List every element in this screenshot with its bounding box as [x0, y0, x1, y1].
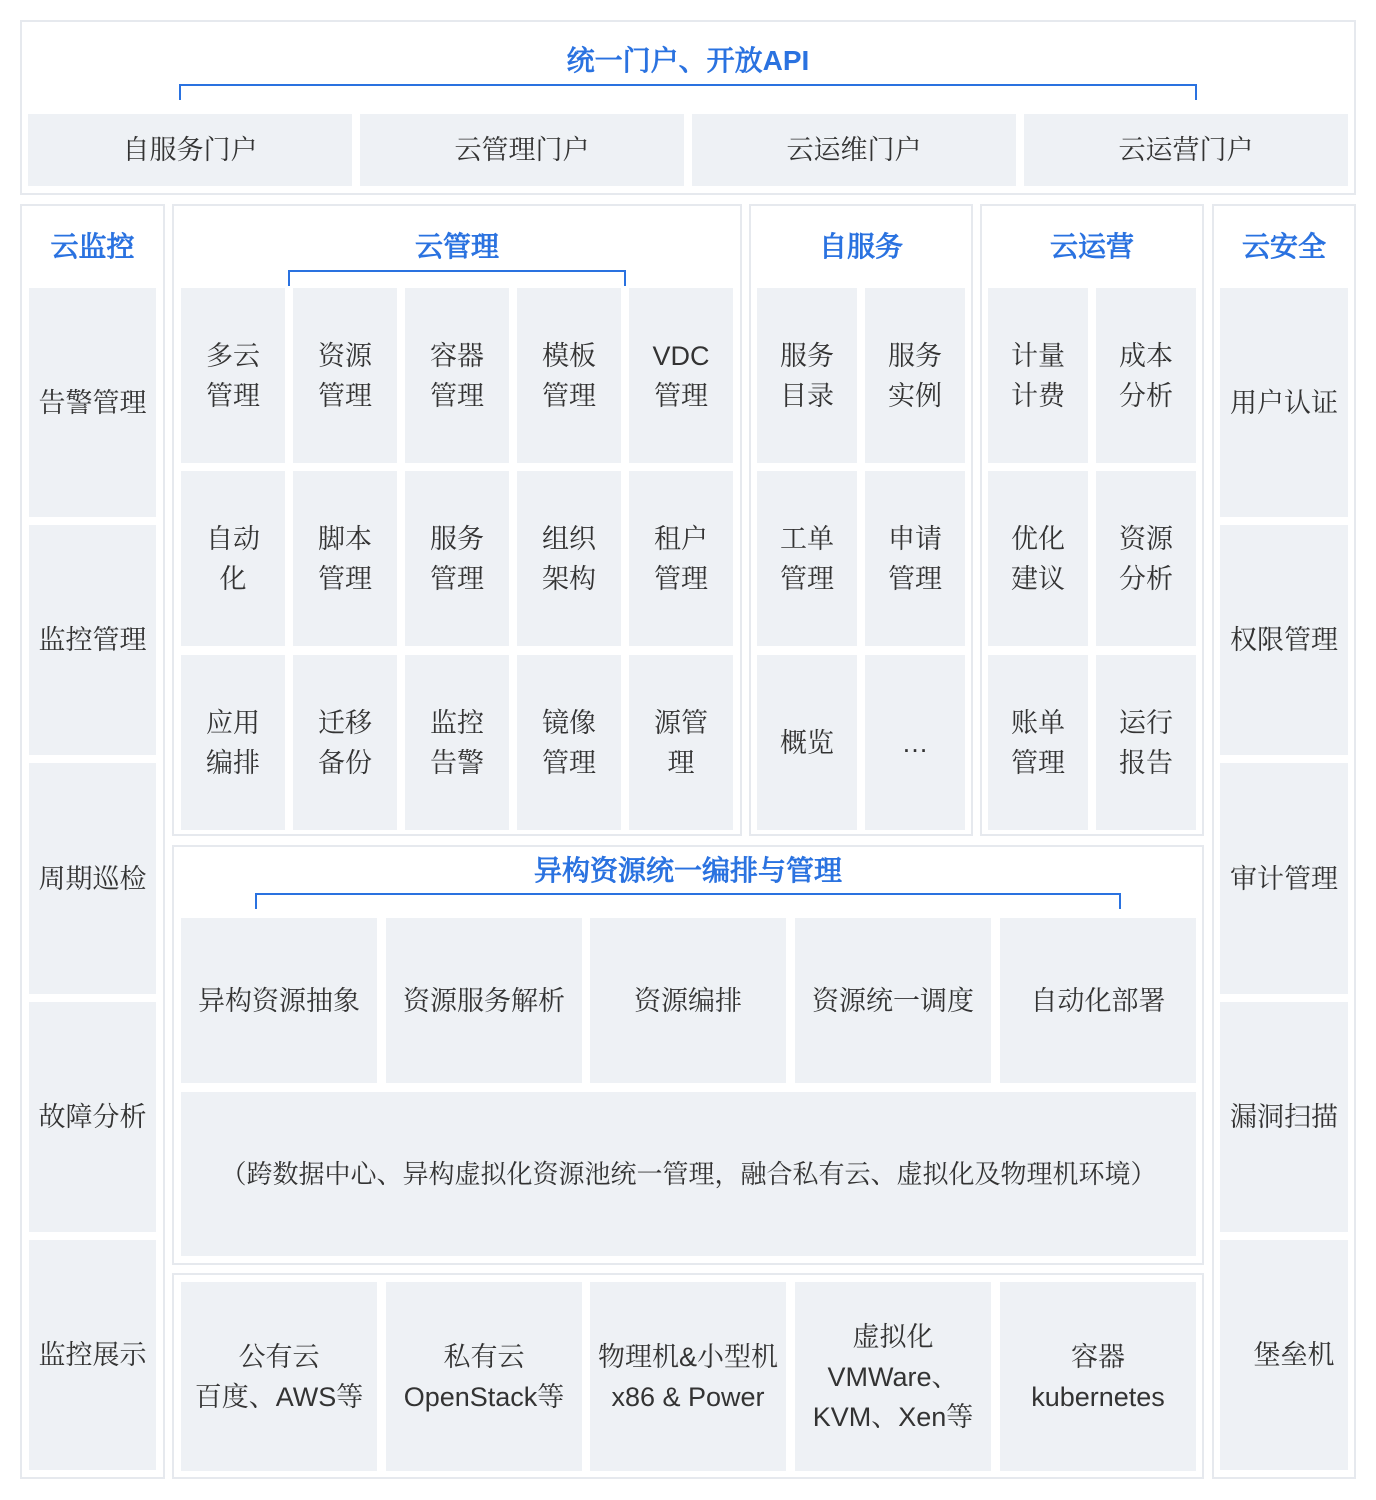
self-service-item: 概览: [757, 655, 857, 830]
cloud-management-item: 租户 管理: [629, 471, 733, 646]
hetero-bracket: [255, 893, 1121, 909]
self-service-item: …: [865, 655, 965, 830]
self-service-item: 工单 管理: [757, 471, 857, 646]
security-item: 审计管理: [1220, 763, 1348, 994]
monitoring-item: 告警管理: [29, 288, 156, 517]
portal-cloud-operations: 云运维门户: [692, 114, 1016, 186]
security-item: 权限管理: [1220, 525, 1348, 755]
cloud-management-item: 多云 管理: [181, 288, 285, 463]
hetero-item: 资源服务解析: [386, 918, 582, 1083]
infra-physical-machine: 物理机&小型机 x86 & Power: [590, 1282, 786, 1471]
cloud-management-item: 迁移 备份: [293, 655, 397, 830]
cloud-management-item: 资源 管理: [293, 288, 397, 463]
cloud-management-item: 脚本 管理: [293, 471, 397, 646]
cloud-operations-item: 成本 分析: [1096, 288, 1196, 463]
infra-container: 容器 kubernetes: [1000, 1282, 1196, 1471]
cloud-management-title: 云管理: [414, 231, 499, 262]
hetero-description: （跨数据中心、异构虚拟化资源池统一管理，融合私有云、虚拟化及物理机环境）: [181, 1092, 1196, 1256]
self-service-title: 自服务: [818, 231, 903, 262]
cloud-operations-item: 优化 建议: [988, 471, 1088, 646]
hetero-item: 资源统一调度: [795, 918, 991, 1083]
hetero-title: 异构资源统一编排与管理: [533, 855, 842, 886]
infra-public-cloud: 公有云 百度、AWS等: [181, 1282, 377, 1471]
portal-self-service: 自服务门户: [28, 114, 352, 186]
cloud-operations-item: 账单 管理: [988, 655, 1088, 830]
monitoring-item: 监控管理: [29, 525, 156, 755]
security-title: 云安全: [1241, 231, 1326, 262]
cloud-operations-item: 运行 报告: [1096, 655, 1196, 830]
cloud-management-item: 自动 化: [181, 471, 285, 646]
portal-cloud-management: 云管理门户: [360, 114, 684, 186]
infra-virtualization: 虚拟化 VMWare、 KVM、Xen等: [795, 1282, 991, 1471]
hetero-item: 异构资源抽象: [181, 918, 377, 1083]
self-service-item: 申请 管理: [865, 471, 965, 646]
infra-private-cloud: 私有云 OpenStack等: [386, 1282, 582, 1471]
security-item: 堡垒机: [1220, 1240, 1348, 1470]
monitoring-title: 云监控: [50, 231, 135, 262]
security-item: 用户认证: [1220, 288, 1348, 517]
monitoring-item: 周期巡检: [29, 763, 156, 994]
self-service-item: 服务 目录: [757, 288, 857, 463]
self-service-item: 服务 实例: [865, 288, 965, 463]
cloud-management-item: 源管 理: [629, 655, 733, 830]
cloud-management-item: 容器 管理: [405, 288, 509, 463]
cloud-management-item: 应用 编排: [181, 655, 285, 830]
cloud-management-item: 镜像 管理: [517, 655, 621, 830]
security-item: 漏洞扫描: [1220, 1002, 1348, 1232]
portal-cloud-business: 云运营门户: [1024, 114, 1348, 186]
portal-bracket: [179, 84, 1197, 100]
monitoring-item: 故障分析: [29, 1002, 156, 1232]
hetero-item: 资源编排: [590, 918, 786, 1083]
cloud-management-item: 服务 管理: [405, 471, 509, 646]
monitoring-item: 监控展示: [29, 1240, 156, 1470]
cloud-management-bracket: [288, 270, 626, 286]
cloud-operations-title: 云运营: [1049, 231, 1134, 262]
cloud-operations-item: 资源 分析: [1096, 471, 1196, 646]
cloud-management-item: 监控 告警: [405, 655, 509, 830]
cloud-management-item: 组织 架构: [517, 471, 621, 646]
cloud-operations-item: 计量 计费: [988, 288, 1088, 463]
cloud-management-item: VDC 管理: [629, 288, 733, 463]
hetero-item: 自动化部署: [1000, 918, 1196, 1083]
portal-title: 统一门户、开放API: [566, 45, 810, 76]
cloud-management-item: 模板 管理: [517, 288, 621, 463]
